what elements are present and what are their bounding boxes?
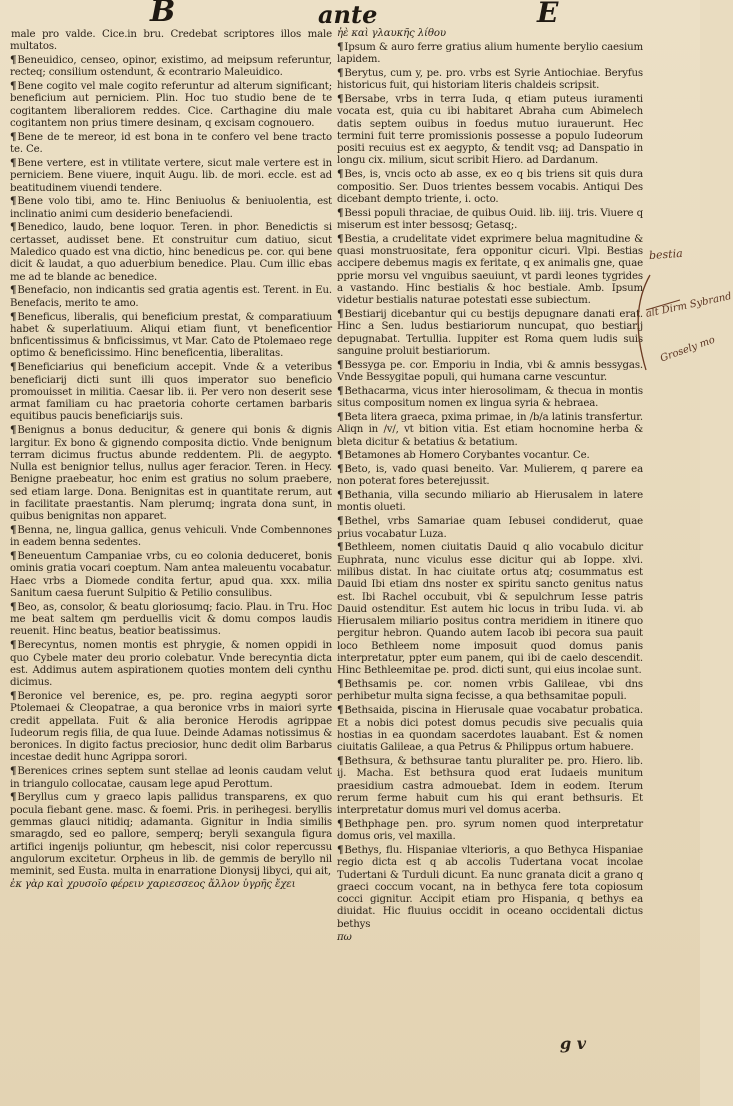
right-entry — [337, 385, 643, 411]
right-entry — [337, 449, 643, 462]
right-entry — [337, 359, 643, 385]
left-entry-text: Beneuidico, censeo, opinor, existimo, ad meipsum referuntur, recteq; consilium ostendunt, & econtrario Maleuidico. — [10, 55, 332, 79]
paragraph-mark-icon: ¶ — [10, 361, 17, 374]
right-entry-text: Bethleem, nomen ciuitatis Dauid q alio vocabulo dicitur Euphrata, nunc viculus esse dicitur qui ab Ioppe. xlvi. milibus distat. In hac ciuitate ortus atq; cosummatus est Dauid Ibi etiam dns noster ex spiritu sancto genitus natus est. Ibi Rachel occubuit, vbi & sepulchrum Iesse patris Dauid ostenditur. Est autem hic locus in tribu Iuda. vi. ab Hierusalem miliario positus contra meridiem in itinere quo pergitur hebron. Quando autem Iacob ibi pecora sua pauit loco Bethleem nome imposuit quod domus panis interpretatur, ppter eum panem, qui ibi de caelo descendit. Hinc Bethleemitae pe. prod. dicti sunt, qui eius incolae sunt. — [337, 542, 643, 677]
left-entry — [10, 690, 332, 765]
left-entry — [10, 550, 332, 600]
right-entry-text: Bessi populi thraciae, de quibus Ouid. lib. iiij. tris. Viuere q miserum est inter bessosq; Getasq;. — [337, 207, 643, 231]
left-entry — [10, 791, 332, 878]
paragraph-mark-icon: ¶ — [10, 54, 17, 67]
paragraph-mark-icon: ¶ — [10, 550, 17, 563]
running-head: ante — [318, 0, 378, 29]
left-column — [10, 28, 332, 1068]
page-header — [0, 0, 700, 30]
left-entry-text: Beronice vel berenice, es, pe. pro. regina aegypti soror Ptolemaei & Cleopatrae, a qua beronice vrbs in maiori syrte credit appellata. Fuit & alia beronice Herodis agrippae Iudeorum regis filia, de qua Iuue. Deinde Adamas notissimus & beronices. In digito factus preciosior, hunc dedit olim Barbarus incestae dedit hunc Agrippa sorori. — [10, 690, 332, 764]
paragraph-mark-icon: ¶ — [10, 156, 17, 169]
paragraph-mark-icon: ¶ — [10, 639, 17, 652]
left-entry — [10, 284, 332, 310]
right-entry — [337, 489, 643, 515]
right-entry — [337, 844, 643, 931]
paragraph-mark-icon: ¶ — [337, 40, 344, 53]
right-entry — [337, 168, 643, 206]
right-entry-text: Bersabe, vrbs in terra Iuda, q etiam puteus iuramenti vocata est, quia cu ibi habitaret Abraha cum Abimelech datis septem ouibus in foedus mutuo iurauerunt. Hec termini fuit terre promissionis possesse a populo Iudeorum positi recuius est ex aegypto, & tendit vsq; ad Danspatio in longu cix. milium, sicut scribit Hiero. ad Dardanum. — [337, 93, 643, 167]
paragraph-mark-icon: ¶ — [337, 308, 344, 321]
right-entry — [337, 308, 643, 358]
header-initial-left: B — [150, 0, 176, 29]
right-entry — [337, 541, 643, 677]
paragraph-mark-icon: ¶ — [337, 168, 344, 181]
margin-note: alt Dirm Sybrand — [644, 291, 733, 320]
left-entry-text: Beneficiarius qui beneficium accepit. Vnde & a veteribus beneficiarij dicti sunt illi quos imperator suo beneficio promouisset in militia. Caesar lib. ii. Per vero non deserit sese armat familiam cu hac praetoria cohorte certamen barbaris equitibus paucis beneficiarijs suis. — [10, 362, 332, 423]
left-entry — [10, 524, 332, 550]
right-greek-head: ἠὲ καὶ γλαυκῆς λίθου — [337, 28, 446, 39]
paragraph-mark-icon: ¶ — [337, 232, 344, 245]
paragraph-mark-icon: ¶ — [10, 600, 17, 613]
paragraph-mark-icon: ¶ — [337, 206, 344, 219]
signature-mark: g v — [560, 1034, 587, 1053]
right-entry — [337, 755, 643, 817]
left-entry-text: Bene volo tibi, amo te. Hinc Beniuolus & beniuolentia, est inclinatio animi cum desiderio benefaciendi. — [10, 196, 332, 220]
left-entry-text: Beneuentum Campaniae vrbs, cu eo colonia deduceret, bonis ominis gratia vocari coeptum. Nam antea maleuentu vocabatur. Haec vrbs a Diomede condita fertur, apud qua. xxx. milia Sanitum caesa fuerunt Sulpitio & Petilio consulibus. — [10, 551, 332, 600]
left-entry — [10, 639, 332, 689]
left-entry — [10, 28, 332, 54]
paragraph-mark-icon: ¶ — [10, 310, 17, 323]
left-entry — [10, 221, 332, 283]
left-entry — [10, 131, 332, 157]
paragraph-mark-icon: ¶ — [10, 424, 17, 437]
left-entry-text: Bene cogito vel male cogito referuntur ad alterum significant; beneficium aut perniciem. Plin. Hoc tuo studio bene de te cogitantem liberaliorem reddes. Cice. Carthagine diu male cogitantem non prius timere desinam, q excisam cognouero. — [10, 81, 332, 130]
left-entry-text: Benignus a bonus deducitur, & genere qui bonis & dignis largitur. Ex bono & gignendo composita dictio. Vnde benignum terram dicimus fructus abunde reddentem. Pli. de aegypto. Nulla est benignior tellus, nullus ager feracior. Teren. in Hecy. Benigne praebeatur, hoc enim est gratius no solum praebere, sed etiam large. Dona. Benignitas est in quantitate rerum, aut in facilitate praestantis. Nam plerumq; ingrata dona sunt, in quibus benignitas non apparet. — [10, 425, 332, 523]
paragraph-mark-icon: ¶ — [337, 92, 344, 105]
paragraph-mark-icon: ¶ — [10, 80, 17, 93]
left-entry-text: Bene vertere, est in vtilitate vertere, sicut male vertere est in perniciem. Bene viuere, inquit Augu. lib. de mori. eccle. est ad beatitudinem viuendi tendere. — [10, 157, 332, 194]
right-entry — [337, 818, 643, 844]
paragraph-mark-icon: ¶ — [337, 449, 344, 462]
paragraph-mark-icon: ¶ — [337, 541, 344, 554]
left-entry-text: Bene de te mereor, id est bona in te confero vel bene tracto te. Ce. — [10, 131, 332, 156]
left-entry — [10, 765, 332, 791]
right-entry-text: Beta litera graeca, pxima primae, in /b/a latinis transfertur. Aliqn in /v/, vt bition vitia. Est etiam hocnomine herba & bleta dicitur & betatius & betatium. — [337, 411, 643, 448]
left-entry — [10, 311, 332, 361]
paragraph-mark-icon: ¶ — [10, 765, 17, 778]
paragraph-mark-icon: ¶ — [10, 689, 17, 702]
right-entry-text: Beto, is, vado quasi beneito. Var. Mulierem, q parere ea non poterat fores beterejussit. — [337, 464, 643, 488]
right-entry — [337, 704, 643, 754]
right-entry-text: Ipsum & auro ferre gratius alium humente berylio caesium lapidem. — [337, 41, 643, 66]
left-entry — [10, 601, 332, 639]
paragraph-mark-icon: ¶ — [10, 195, 17, 208]
right-entry — [337, 207, 643, 233]
right-entry — [337, 678, 643, 704]
right-entry-text: Bestiarij dicebantur qui cu bestijs depugnare danati erat. Hinc a Sen. ludus bestiariorum nuncupat, quo bestiarij depugnabat. Tertullia. Iuppiter est Roma quem ludis suis sanguine proluit bestiariorum. — [337, 309, 643, 357]
paragraph-mark-icon: ¶ — [337, 66, 344, 79]
left-entry-text: Beo, as, consolor, & beatu gloriosumq; facio. Plau. in Tru. Hoc me beat saltem qm perduellis vicit & domu compos laudis reuenit. Hinc beatus, beatior beatissimus. — [10, 601, 332, 638]
left-entry-text: Benedico, laudo, bene loquor. Teren. in phor. Benedictis si certasset, audisset bene. Et construitur cum datiuo, sicut Maledico quado est vna dictio, hinc benedicus pe. cor. qui bene dicit & laudat, a quo aduerbium benedice. Plau. Cum illic ebas me ad te blande ac benedice. — [10, 222, 332, 283]
right-entry-text: Berytus, cum y, pe. pro. vrbs est Syrie Antiochiae. Beryfus historicus fuit, qui historiam literis chaldeis scripsit. — [337, 67, 643, 92]
right-entry-text: Bethsura, & bethsurae tantu pluraliter pe. pro. Hiero. lib. ij. Macha. Est bethsura quod erat Iudaeis munitum praesidium castra admouebat. Idem in eodem. Iterum rerum ferme habuit cum his qui erant bethsuris. Et interpretatur domus muri vel domus acerba. — [337, 755, 643, 817]
paragraph-mark-icon: ¶ — [337, 358, 344, 371]
margin-note: bestia — [648, 246, 684, 263]
left-entry — [10, 195, 332, 221]
paragraph-mark-icon: ¶ — [337, 844, 344, 856]
right-entry-text: Bethsaida, piscina in Hierusale quae vocabatur probatica. Et a nobis dici potest domus pecudis sive pecualis quia hostias in ea quondam sacerdotes lauabant. Est & nomen ciuitatis Galileae, a qua Petrus & Philippus ortum habuere. — [337, 705, 643, 754]
paragraph-mark-icon: ¶ — [337, 489, 344, 502]
left-entry — [10, 424, 332, 523]
paragraph-mark-icon: ¶ — [337, 384, 344, 397]
paragraph-mark-icon: ¶ — [10, 524, 17, 537]
paragraph-mark-icon: ¶ — [10, 130, 17, 143]
right-entry-text: Bes, is, vncis octo ab asse, ex eo q bis triens sit quis dura compositio. Ser. Duos trientes bessem vocabis. Antiqui Des dicebant dempto triente, i. octo. — [337, 169, 643, 205]
right-entry-text: Bethel, vrbs Samariae quam Iebusei condiderut, quae prius vocabatur Luza. — [337, 516, 643, 540]
right-column — [337, 28, 643, 1068]
right-entry-text: Betamones ab Homero Corybantes vocantur. Ce. — [344, 450, 590, 462]
right-entry-text: Bethania, villa secundo miliario ab Hierusalem in latere montis olueti. — [337, 490, 643, 514]
right-entry — [337, 41, 643, 67]
margin-annotations — [644, 240, 733, 400]
left-greek-tail: ἐκ γὰρ καὶ χρυσοῖο φέρειν χαριεσσεος ἄλλον ὑγρῆς ἔχει — [10, 878, 296, 890]
paragraph-mark-icon: ¶ — [337, 678, 344, 691]
paragraph-mark-icon: ¶ — [10, 791, 17, 804]
right-entry — [337, 515, 643, 541]
right-entry-text: Bessyga pe. cor. Emporiu in India, vbi & amnis bessygas. Vnde Bessygitae populi, qui humana carne vescuntur. — [337, 359, 643, 384]
right-entry — [337, 67, 643, 93]
paragraph-mark-icon: ¶ — [10, 284, 17, 297]
left-entry-text: Berenices crines septem sunt stellae ad leonis caudam velut in triangulo collocatae, causam lege apud Perottum. — [10, 766, 332, 790]
right-entry-text: Bestia, a crudelitate videt exprimere belua magnitudine & quasi monstruositate, fera opponitur cicuri. Vlpi. Bestias accipere debemus magis ex feritate, q ex animalis gne, quae pprie morsu vel vnguibus saeuiunt, vt pardi leones tygrides a vastando. Hinc bestialis & hoc bestiale. Amb. Ipsum videtur bestialis naturae potestati esse subiectum. — [337, 233, 643, 307]
paragraph-mark-icon: ¶ — [337, 515, 344, 528]
right-entry — [337, 463, 643, 489]
right-entry-text: Bethsamis pe. cor. nomen vrbis Galileae, vbi dns perhibetur multa signa fecisse, a qua bethsamitae populi. — [337, 679, 643, 703]
paragraph-mark-icon: ¶ — [337, 410, 344, 423]
right-entry — [337, 233, 643, 308]
left-entry-text: Beryllus cum y graeco lapis pallidus transparens, ex quo pocula fiebant gene. masc. & foemi. Pris. in perihegesi. beryllis gemmas glauci nitidiq; adamanta. Gignitur in India similis smaragdo, sed eo pallore, semperq; beryli sexangula figura artifici ingenijs poliuntur, qm hebescit, nisi color repercussu angulorum excitetur. Orpheus in lib. de gemmis de beryllo nil meminit, sed Eusta. multa in enarratione Dionysij libyci, qui ait, — [10, 792, 332, 878]
paragraph-mark-icon: ¶ — [337, 463, 344, 476]
left-entry — [10, 157, 332, 195]
left-entry — [10, 361, 332, 423]
left-entry-text: Berecyntus, nomen montis est phrygie, & nomen oppidi in quo Cybele mater deu prorio colebatur. Vnde berecyntia dicta est. Addimus autem aspirationem quoties montem deli cynthu dicimus. — [10, 640, 332, 689]
right-entry — [337, 93, 643, 168]
left-entry — [10, 54, 332, 80]
paragraph-mark-icon: ¶ — [337, 817, 344, 830]
left-entry — [10, 80, 332, 130]
right-entry-text: Bethys, flu. Hispaniae vlterioris, a quo Bethyca Hispaniae regio dicta est q ab accolis Tudertana vocat incolae Tudertani & Turduli dicunt. Ea nunc granata dicit a grano q graeci coccum vocant, na in bethyca fere tota copiosum cocci gignitur. Accipit etiam pro Hispania, q bethys ea diuidat. Hic fluuius occidit in oceano occidentali dictus bethys — [337, 845, 643, 930]
header-initial-right: E — [537, 0, 559, 29]
right-greek-tail: πω — [337, 931, 352, 943]
paragraph-mark-icon: ¶ — [337, 754, 344, 767]
left-entry-text: Beneficus, liberalis, qui beneficium prestat, & comparatiuum habet & superlatiuum. Aliqui etiam fiunt, vt beneficentior bnficentissimus & bnficissimus, vt Mar. Cato de Ptolemaeo rege optimo & beneficissimo. Hinc beneficentia, liberalitas. — [10, 311, 332, 360]
left-entry-text: Benefacio, non indicantis sed gratia agentis est. Terent. in Eu. Benefacis, merito te amo. — [10, 285, 332, 309]
paragraph-mark-icon: ¶ — [337, 704, 344, 717]
right-entry-text: Bethacarma, vicus inter hierosolimam, & thecua in montis situs compositum nomen ex lingua syria & hebraea. — [337, 385, 643, 410]
margin-note: Grosely mo — [658, 334, 717, 365]
left-entry-text: male pro valde. Cice.in bru. Credebat scriptores illos male multatos. — [10, 29, 332, 53]
paragraph-mark-icon: ¶ — [10, 221, 17, 234]
left-entry-text: Benna, ne, lingua gallica, genus vehiculi. Vnde Combennones in eadem benna sedentes. — [10, 525, 332, 549]
right-entry-text: Bethphage pen. pro. syrum nomen quod interpretatur domus oris, vel maxilla. — [337, 818, 643, 843]
right-entry — [337, 411, 643, 449]
